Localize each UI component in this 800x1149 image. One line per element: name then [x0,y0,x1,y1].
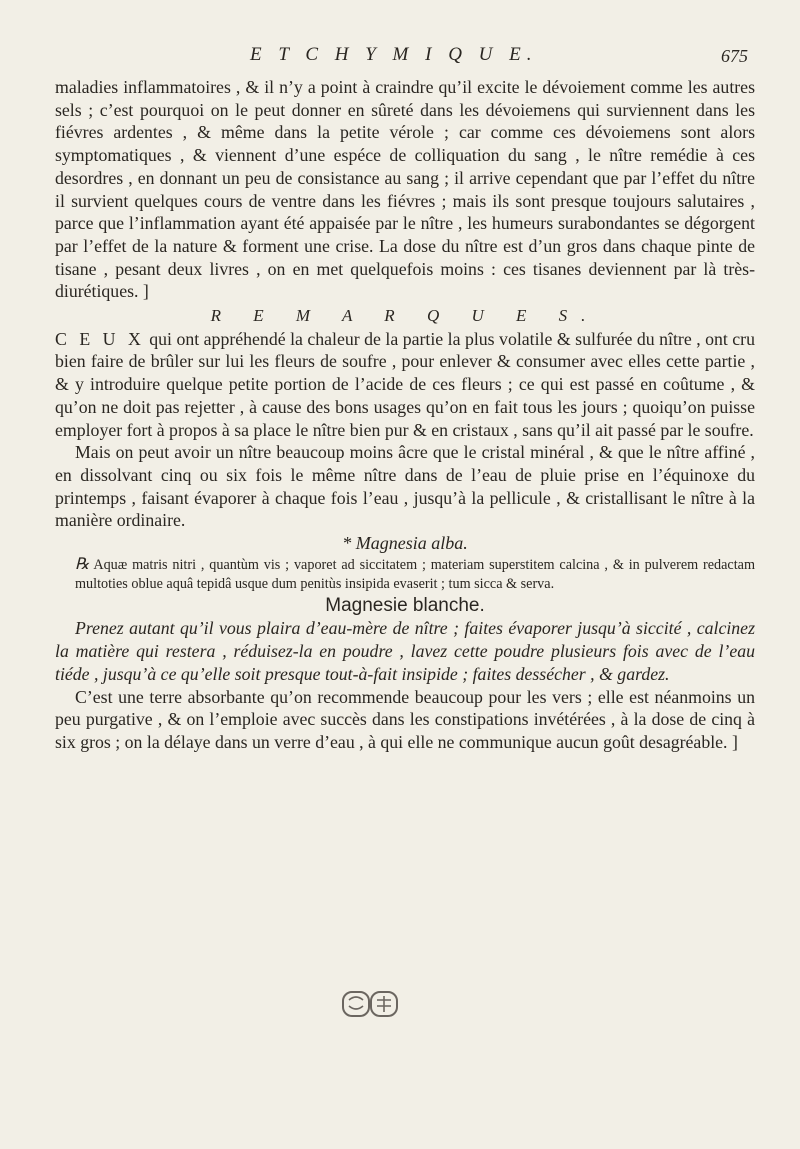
page-body [55,76,755,754]
page-header [0,44,800,72]
paragraph-lead-word: C E U X [55,328,145,349]
paragraph-dysentery: maladies inflammatoires , & il n’y a point à craindre qu’il excite le dévoiement comme les autres sels ; c’est pourquoi on le peut donner en sûreté dans les dévoiemens qui surviennent dans les fiévres ardentes , & même dans la petite vérole ; car comme ces dévoiemens sont alors symptomatiques , & viennent d’une espéce de colliquation du sang , le nître remédie à ces desordres , en donnant un peu de consistance au sang ; il arrive cependant que par l’effet du nître il survient quelques cours de ventre dans les fiévres ; mais ils sont presque toujours salutaires , parce que l’inflammation ayant été appaisée par le nître , les humeurs surabondantes se dégorgent par l’effet de la nature & forment une crise. La dose du nître est d’un gros dans chaque pinte de tisane , pesant deux livres , on en met quelquefois moins : ces tisanes deviennent par là très-diurétiques. ] [55,77,755,302]
page-number: 675 [721,46,748,66]
remarques-heading: R E M A R Q U E S. [210,306,600,326]
recipe-icon: ℞ [75,555,90,573]
running-title: E T C H Y M I Q U E. [250,44,538,65]
paragraph-purify-nitre: Mais on peut avoir un nître beaucoup moins âcre que le cristal minéral , & que le nître affiné , en dissolvant cinq ou six fois le même nître dans de l’eau de pluie prise en l’équinoxe du printemps , faisant évaporer à chaque fois l’eau , jusqu’à la pellicule , & cristallisant le nître à la manière ordinaire. [55,442,755,531]
library-stamp-icon [341,988,401,1020]
paragraph-sulphur-text: qui ont appréhendé la chaleur de la partie la plus volatile & sulfurée du nître , ont cru bien faire de brûler sur lui les fleurs de soufre , pour enlever & consumer avec elles cette partie , & y introduire quelque petite portion de l’acide de ces fleurs ; ce qui est passé en coûtume , & qu’on ne doit pas rejetter , à cause des bons usages qu’on en fait tous les jours ; quoiqu’on puisse employer fort à propos à sa place le nître bien pur & en cristaux , sans qu’il ait passé par le soufre. [55,328,755,440]
paragraph-magnesia-use: C’est une terre absorbante qu’on recommende beaucoup pour les vers ; elle est néanmoins un peu purgative , & on l’emploie avec succès dans les constipations invétérées , à la dose de cinq à six gros ; on la délaye dans un verre d’eau , à qui elle ne communique aucun goût desagréable. ] [55,686,755,752]
formula-title-french: Magnesie blanche. [325,594,485,616]
latin-recipe [55,555,755,595]
formula-title-latin: * Magnesia alba. [342,533,468,554]
french-instructions: Prenez autant qu’il vous plaira d’eau-mère de nître ; faites évaporer jusqu’à siccité , calcinez la matière qui restera , réduisez-la en poudre , lavez cette poudre plusieurs fois avec de l’eau tiéde , jusqu’à ce qu’elle soit presque tout-à-fait insipide ; faites dessécher , & gardez. [55,618,755,684]
paragraph-sulphur [55,328,755,442]
latin-recipe-text: Aquæ matris nitri , quantùm vis ; vaporet ad siccitatem ; materiam superstitem calcina , & in pulverem redactam multoties oblue aquâ tepidâ usque dum penitùs insipida evaserit ; tum sicca & serva. [75,556,755,593]
